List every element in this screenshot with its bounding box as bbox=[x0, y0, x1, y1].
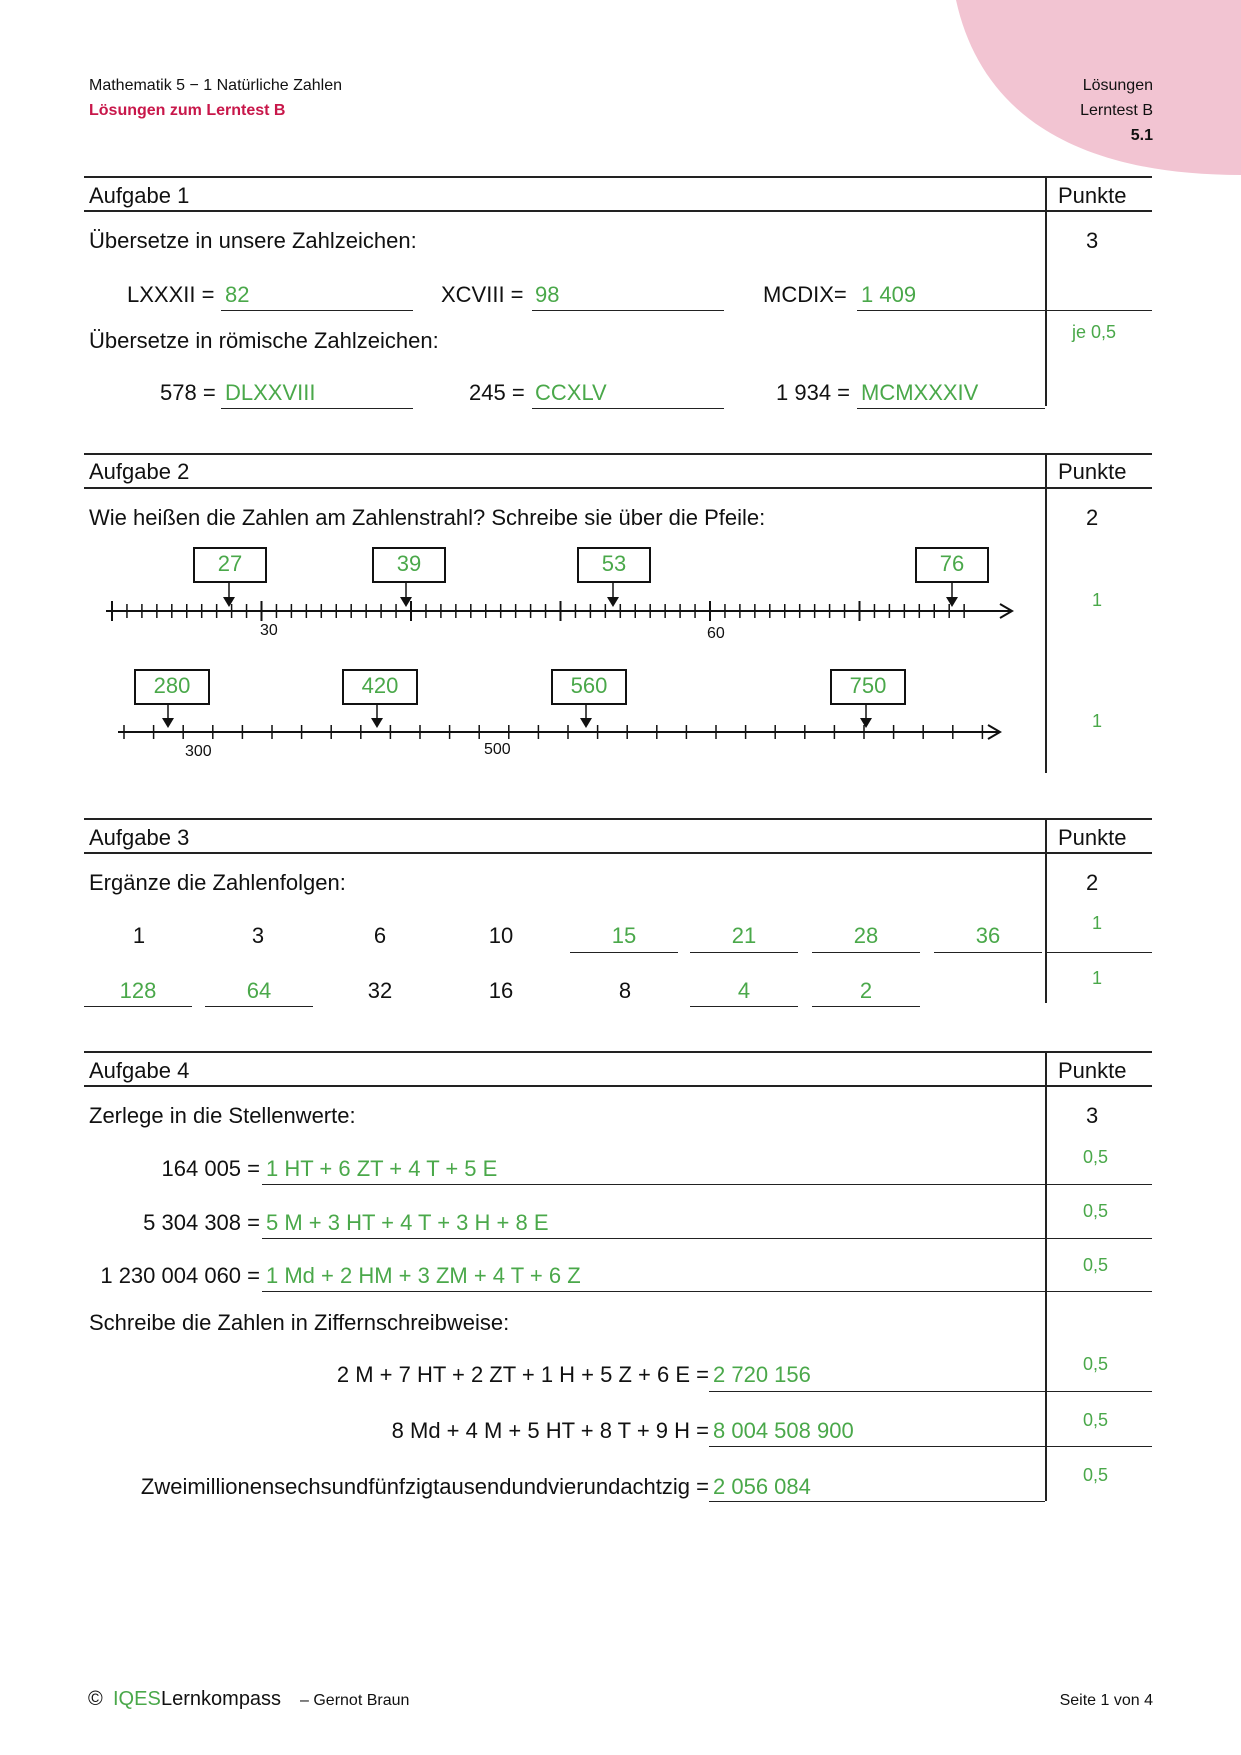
seq1-given-4: 10 bbox=[488, 923, 514, 948]
seq2-given-2: 16 bbox=[488, 978, 514, 1003]
seq2-answer-2: 64 bbox=[246, 978, 272, 1003]
header-course: Mathematik 5 − 1 Natürliche Zahlen bbox=[89, 77, 343, 94]
punkte-label-1: Punkte bbox=[1058, 183, 1127, 208]
punkte-label-3: Punkte bbox=[1058, 825, 1127, 850]
aufgabe-1-instr-2: Übersetze in römische Zahlzeichen: bbox=[89, 328, 439, 353]
place-value-a-2: 5 M + 3 HT + 4 T + 3 H + 8 E bbox=[266, 1210, 549, 1235]
place-value-p-1: 0,5 bbox=[1083, 1147, 1109, 1167]
roman-a-1: 82 bbox=[225, 282, 250, 307]
seq1-answer-4: 36 bbox=[975, 923, 1001, 948]
punkte-label-4: Punkte bbox=[1058, 1058, 1127, 1083]
digit-a-3: 2 056 084 bbox=[713, 1474, 811, 1499]
nl2-pointer-head-3 bbox=[580, 718, 592, 728]
brand-iqes: IQES bbox=[113, 1688, 161, 1710]
seq2-answer-3: 4 bbox=[737, 978, 751, 1003]
digit-a-1: 2 720 156 bbox=[713, 1362, 811, 1387]
number-line-1 bbox=[0, 540, 1030, 650]
aufgabe-1-instr-1: Übersetze in unsere Zahlzeichen: bbox=[89, 228, 417, 253]
nl2-pointer-head-1 bbox=[162, 718, 174, 728]
nl2-pointer-head-2 bbox=[371, 718, 383, 728]
aufgabe-4-instr-1: Zerlege in die Stellenwerte: bbox=[89, 1103, 356, 1128]
nl2-answer-box-2: 420 bbox=[342, 669, 418, 705]
digit-q-2: 8 Md + 4 M + 5 HT + 8 T + 9 H = bbox=[391, 1418, 709, 1443]
nl1-pointer-head-1 bbox=[223, 597, 235, 607]
place-value-p-2: 0,5 bbox=[1083, 1201, 1109, 1221]
digit-q-1: 2 M + 7 HT + 2 ZT + 1 H + 5 Z + 6 E = bbox=[336, 1362, 709, 1387]
place-value-q-1: 164 005 = bbox=[161, 1156, 260, 1181]
nl1-pointer-head-3 bbox=[607, 597, 619, 607]
roman-q-3: MCDIX= bbox=[763, 282, 847, 307]
header-right-1: Lösungen bbox=[1082, 77, 1153, 94]
place-value-a-1: 1 HT + 6 ZT + 4 T + 5 E bbox=[266, 1156, 498, 1181]
aufgabe-3-instr: Ergänze die Zahlenfolgen: bbox=[89, 870, 346, 895]
aufgabe-2-points-line-2: 1 bbox=[1092, 711, 1103, 731]
copyright-icon: © bbox=[88, 1688, 103, 1710]
decimal-q-1: 578 = bbox=[160, 380, 216, 405]
header-right-2: Lerntest B bbox=[1080, 102, 1153, 119]
nl1-pointer-head-4 bbox=[946, 597, 958, 607]
place-value-a-3: 1 Md + 2 HM + 3 ZM + 4 T + 6 Z bbox=[266, 1263, 581, 1288]
decimal-a-2: CCXLV bbox=[535, 380, 607, 405]
aufgabe-2-points: 2 bbox=[1086, 505, 1099, 530]
seq2-answer-4: 2 bbox=[859, 978, 873, 1003]
digit-p-3: 0,5 bbox=[1083, 1465, 1109, 1485]
aufgabe-2-instr: Wie heißen die Zahlen am Zahlenstrahl? Schreibe sie über die Pfeile: bbox=[89, 505, 766, 530]
aufgabe-1-sub-points: je 0,5 bbox=[1072, 322, 1117, 342]
place-value-p-3: 0,5 bbox=[1083, 1255, 1109, 1275]
nl2-answer-box-1: 280 bbox=[134, 669, 210, 705]
aufgabe-1-points: 3 bbox=[1086, 228, 1099, 253]
nl2-label-2: 500 bbox=[484, 741, 511, 758]
footer-page: Seite 1 von 4 bbox=[1059, 1692, 1153, 1709]
seq2-answer-1: 128 bbox=[119, 978, 157, 1003]
brand-lernkompass: Lernkompass bbox=[161, 1688, 282, 1710]
digit-a-2: 8 004 508 900 bbox=[713, 1418, 854, 1443]
nl2-label-1: 300 bbox=[185, 743, 212, 760]
seq1-given-1: 1 bbox=[132, 923, 146, 948]
nl2-pointer-head-4 bbox=[860, 718, 872, 728]
decimal-a-1: DLXXVIII bbox=[225, 380, 316, 405]
roman-a-2: 98 bbox=[535, 282, 560, 307]
roman-q-2: XCVIII = bbox=[441, 282, 524, 307]
header-right-3: 5.1 bbox=[1130, 127, 1153, 144]
roman-q-1: LXXXII = bbox=[127, 282, 215, 307]
aufgabe-1-title: Aufgabe 1 bbox=[89, 183, 190, 208]
aufgabe-4-title: Aufgabe 4 bbox=[89, 1058, 190, 1083]
aufgabe-4-points: 3 bbox=[1086, 1103, 1099, 1128]
place-value-q-2: 5 304 308 = bbox=[143, 1210, 260, 1235]
footer-author: – Gernot Braun bbox=[300, 1692, 410, 1709]
digit-q-3: Zweimillionensechsundfünfzigtausendundvierundachtzig = bbox=[140, 1474, 709, 1499]
aufgabe-2-title: Aufgabe 2 bbox=[89, 459, 190, 484]
aufgabe-3-points: 2 bbox=[1086, 870, 1099, 895]
decimal-q-3: 1 934 = bbox=[776, 380, 851, 405]
seq1-answer-2: 21 bbox=[731, 923, 757, 948]
nl2-answer-box-3: 560 bbox=[551, 669, 627, 705]
seq1-answer-3: 28 bbox=[853, 923, 879, 948]
nl1-label-1: 30 bbox=[260, 622, 278, 639]
decimal-a-3: MCMXXXIV bbox=[861, 380, 979, 405]
aufgabe-3-points-seq-1: 1 bbox=[1092, 913, 1103, 933]
seq2-given-1: 32 bbox=[367, 978, 393, 1003]
seq1-given-2: 3 bbox=[251, 923, 265, 948]
nl2-answer-box-4: 750 bbox=[830, 669, 906, 705]
aufgabe-3-title: Aufgabe 3 bbox=[89, 825, 190, 850]
aufgabe-3-points-seq-2: 1 bbox=[1092, 968, 1103, 988]
seq2-given-3: 8 bbox=[618, 978, 632, 1003]
nl1-answer-box-1: 27 bbox=[193, 547, 267, 583]
header-subtitle: Lösungen zum Lerntest B bbox=[89, 102, 286, 119]
nl1-answer-box-3: 53 bbox=[577, 547, 651, 583]
decimal-q-2: 245 = bbox=[469, 380, 525, 405]
seq1-answer-1: 15 bbox=[611, 923, 637, 948]
aufgabe-2-points-line-1: 1 bbox=[1092, 590, 1103, 610]
digit-p-2: 0,5 bbox=[1083, 1410, 1109, 1430]
place-value-q-3: 1 230 004 060 = bbox=[100, 1263, 260, 1288]
punkte-label-2: Punkte bbox=[1058, 459, 1127, 484]
seq1-given-3: 6 bbox=[373, 923, 387, 948]
roman-a-3: 1 409 bbox=[861, 282, 917, 307]
nl1-answer-box-2: 39 bbox=[372, 547, 446, 583]
aufgabe-4-instr-2: Schreibe die Zahlen in Ziffernschreibweise: bbox=[89, 1310, 510, 1335]
nl1-answer-box-4: 76 bbox=[915, 547, 989, 583]
digit-p-1: 0,5 bbox=[1083, 1354, 1109, 1374]
nl1-label-2: 60 bbox=[707, 625, 725, 642]
